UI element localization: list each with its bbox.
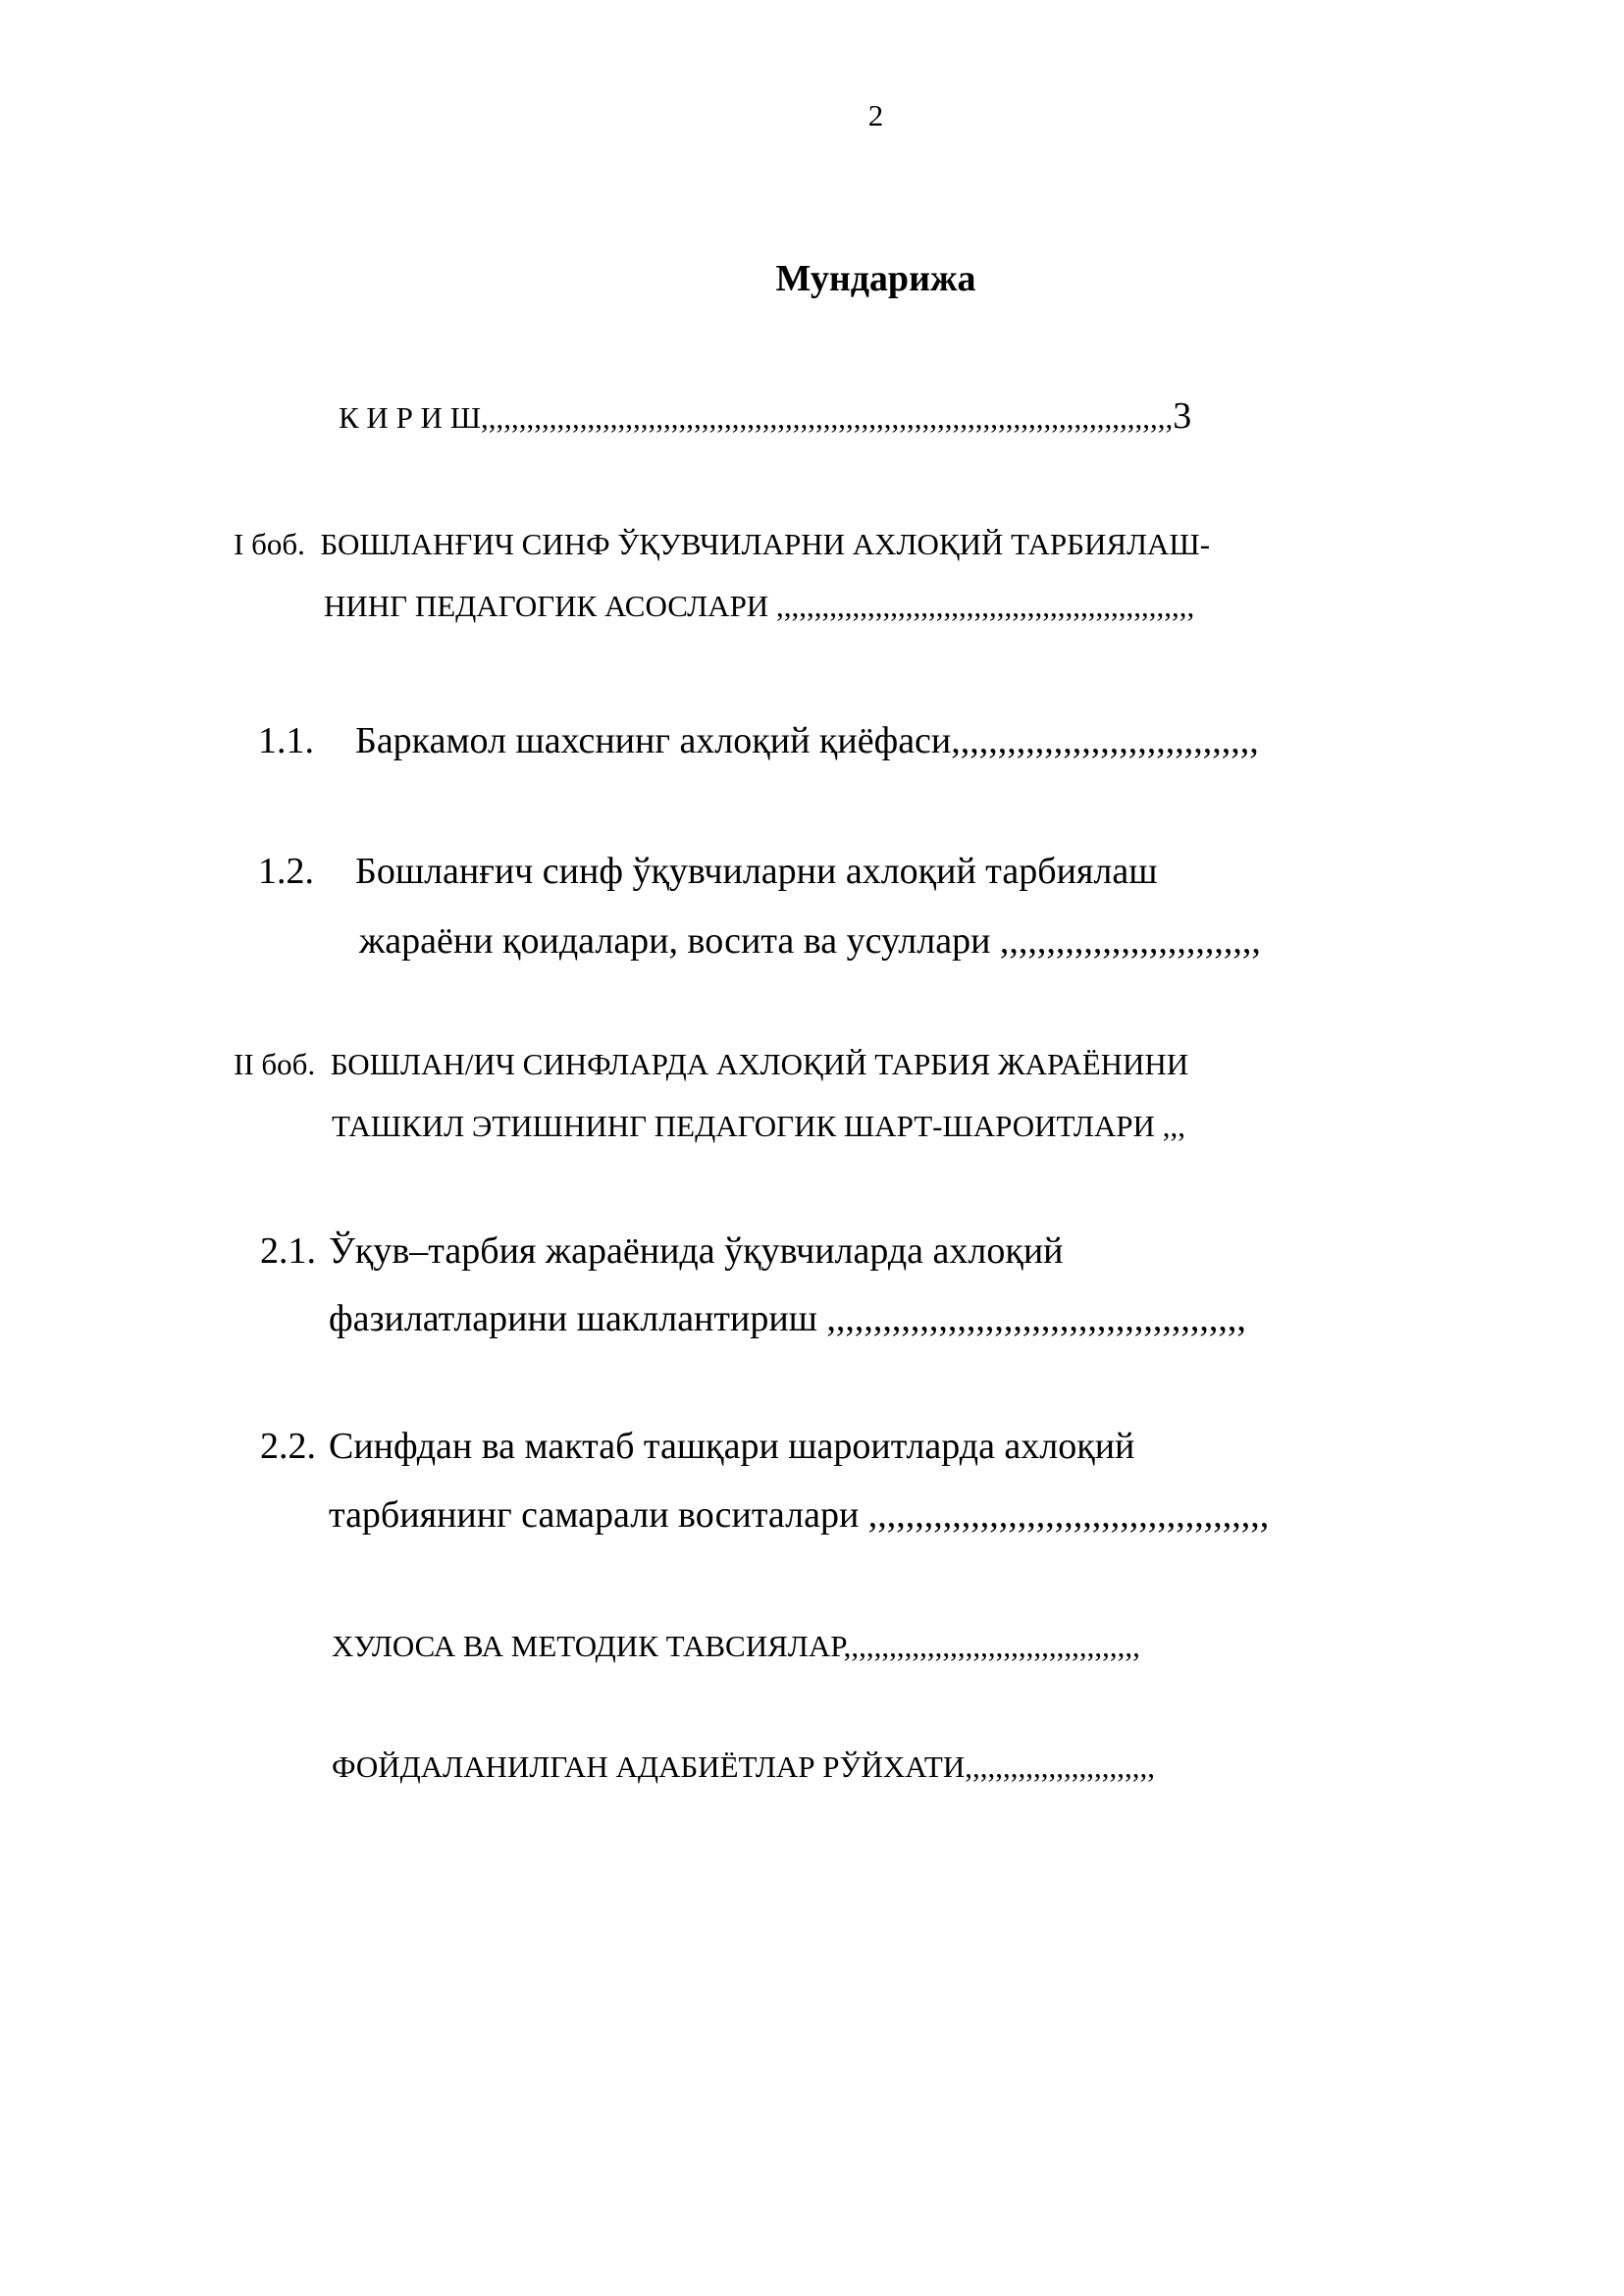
toc-section-1-2-title-line2: жараёни қоидалари, восита ва усуллари ,,,,,,,,,,,,,,,,,,,,,,,,,,,, (359, 920, 1261, 962)
toc-section-2-1-title-line2: фазилатларини шакллантириш ,,,,,,,,,,,,,,,,,,,,,,,,,,,,,,,,,,,,,,,,,,,,, (329, 1298, 1246, 1339)
toc-section-2-2-title-line1: Синфдан ва мактаб ташқари шароитларда ахлоқий (329, 1426, 1135, 1467)
toc-chapter-2-label: II боб. (234, 1047, 316, 1081)
toc-section-2-1-title-line1: Ўқув–тарбия жараёнида ўқувчиларда ахлоқий (329, 1230, 1064, 1272)
toc-entry-intro-text: К И Р И Ш,,,,,,,,,,,,,,,,,,,,,,,,,,,,,,,,,,,,,,,,,,,,,,,,,,,,,,,,,,,,,,,,,,,,,,,,,,,,,,,,,,,,,,,,,,, (339, 400, 1174, 435)
page-number: 2 (867, 98, 884, 132)
toc-section-1-2-title-line1: Бошланғич синф ўқувчиларни ахлоқий тарбиялаш (355, 851, 1158, 892)
toc-section-2-2-number: 2.2. (260, 1426, 316, 1467)
toc-chapter-2-title-line2: ТАШКИЛ ЭТИШНИНГ ПЕДАГОГИК ШАРТ-ШАРОИТЛАРИ ,,, (332, 1109, 1185, 1143)
toc-chapter-1 (234, 527, 1210, 562)
toc-section-2-1-number: 2.1. (260, 1230, 316, 1272)
toc-chapter-1-title-line2: НИНГ ПЕДАГОГИК АСОСЛАРИ ,,,,,,,,,,,,,,,,,,,,,,,,,,,,,,,,,,,,,,,,,,,,,,,,,,,,,,, (324, 589, 1195, 623)
toc-chapter-2-title-line1: БОШЛАН/ИЧ СИНФЛАРДА АХЛОҚИЙ ТАРБИЯ ЖАРАЁНИНИ (330, 1047, 1189, 1081)
toc-entry-references: ФОЙДАЛАНИЛГАН АДАБИЁТЛАР РЎЙХАТИ,,,,,,,,,,,,,,,,,,,,,,,,, (332, 1749, 1155, 1784)
toc-entry-intro (339, 394, 1191, 438)
toc-section-1-1-number: 1.1. (258, 720, 314, 761)
toc-chapter-1-title-line1: БОШЛАНҒИЧ СИНФ ЎҚУВЧИЛАРНИ АХЛОҚИЙ ТАРБИЯЛАШ- (320, 527, 1211, 561)
toc-entry-intro-page: 3 (1173, 395, 1192, 437)
page-title: Мундарижа (775, 258, 976, 299)
toc-section-1-2-number: 1.2. (258, 851, 314, 892)
toc-section-2-2-title-line2: тарбиянинг самарали воситалари ,,,,,,,,,,,,,,,,,,,,,,,,,,,,,,,,,,,,,,,,,,, (329, 1494, 1270, 1536)
toc-chapter-2 (234, 1047, 1188, 1082)
toc-section-1-1-title: Баркамол шахснинг ахлоқий қиёфаси,,,,,,,,,,,,,,,,,,,,,,,,,,,,,,,,, (355, 720, 1259, 761)
toc-chapter-1-label: I боб. (234, 527, 305, 561)
toc-entry-conclusion: ХУЛОСА ВА МЕТОДИК ТАВСИЯЛАР,,,,,,,,,,,,,,,,,,,,,,,,,,,,,,,,,,,,,,, (332, 1629, 1140, 1663)
